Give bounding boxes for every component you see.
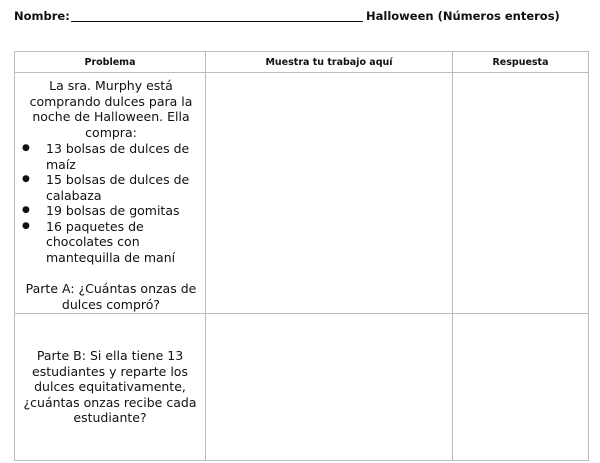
- list-item: ● 16 paquetes de chocolates con mantequilla de maní: [21, 219, 201, 266]
- list-item: ● 15 bolsas de dulces de calabaza: [21, 172, 201, 203]
- part-b-question: Parte B: Si ella tiene 13 estudiantes y reparte los dulces equitativamente, ¿cuántas onzas recibe cada estudiante?: [23, 348, 197, 426]
- worksheet-header: [14, 9, 590, 27]
- column-header-answer: Respuesta: [453, 52, 589, 73]
- work-area-b[interactable]: [206, 314, 453, 461]
- answer-area-a[interactable]: [453, 73, 589, 314]
- list-item: ● 19 bolsas de gomitas: [21, 203, 201, 219]
- candy-list: [21, 141, 201, 265]
- work-area-a[interactable]: [206, 73, 453, 314]
- name-label: Nombre:: [14, 9, 70, 23]
- problem-a-cell: [15, 73, 206, 314]
- part-a-question: Parte A: ¿Cuántas onzas de dulces compró?: [25, 281, 197, 312]
- table-row: [15, 73, 589, 314]
- problem-table: [14, 51, 589, 461]
- table-row: [15, 314, 589, 461]
- list-item: ● 13 bolsas de dulces de maíz: [21, 141, 201, 172]
- problem-b-cell: [15, 314, 206, 461]
- worksheet-title: Halloween (Números enteros): [366, 9, 560, 23]
- column-header-problem: Problema: [15, 52, 206, 73]
- column-header-work: Muestra tu trabajo aquí: [206, 52, 453, 73]
- answer-area-b[interactable]: [453, 314, 589, 461]
- problem-intro: La sra. Murphy está comprando dulces para la noche de Halloween. Ella compra:: [29, 78, 193, 140]
- name-blank-line[interactable]: [71, 21, 363, 22]
- table-header-row: [15, 52, 589, 73]
